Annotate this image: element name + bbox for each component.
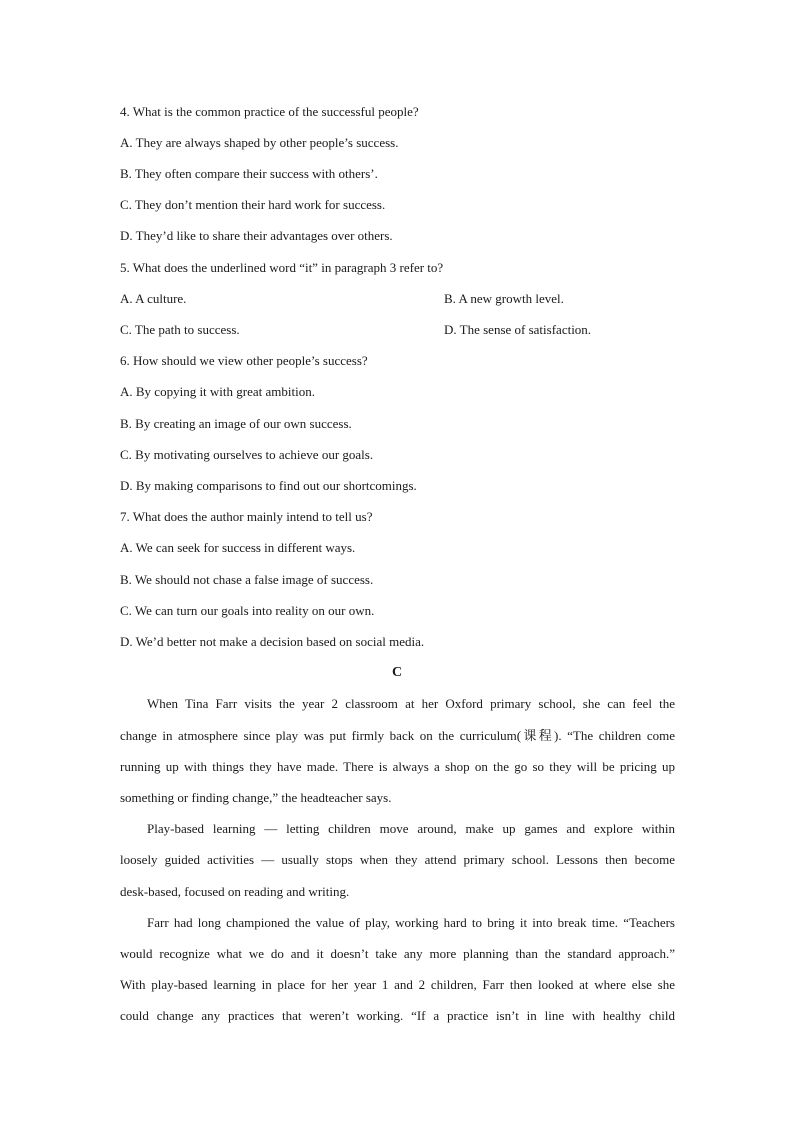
passage-p2-line-1: Play-based learning — letting children move around, make up games and explore within: [147, 821, 675, 836]
section-heading: C: [391, 665, 403, 680]
question-4-option-c: C. They don’t mention their hard work for success.: [120, 197, 386, 212]
passage-p2-line-2: loosely guided activities — usually stops when they attend primary school. Lessons then become: [120, 852, 675, 867]
question-7-option-d: D. We’d better not make a decision based on social media.: [120, 634, 425, 649]
question-5-option-a: A. A culture.: [120, 291, 187, 306]
question-6-option-c: C. By motivating ourselves to achieve our goals.: [120, 447, 374, 462]
question-5-option-c: C. The path to success.: [120, 322, 240, 337]
question-7-stem: 7. What does the author mainly intend to tell us?: [120, 509, 373, 524]
question-7-option-a: A. We can seek for success in different ways.: [120, 540, 356, 555]
question-5-option-b: B. A new growth level.: [444, 291, 564, 306]
passage-p3-line-2: would recognize what we do and it doesn’t take any more planning than the standard approach.”: [120, 946, 675, 961]
question-4-stem: 4. What is the common practice of the successful people?: [120, 104, 419, 119]
passage-p1-line-2: change in atmosphere since play was put firmly back on the curriculum(课程). “The children come: [120, 728, 675, 743]
question-7-option-c: C. We can turn our goals into reality on our own.: [120, 603, 375, 618]
question-4-option-d: D. They’d like to share their advantages over others.: [120, 228, 393, 243]
question-5-stem: 5. What does the underlined word “it” in paragraph 3 refer to?: [120, 260, 444, 275]
question-6-option-a: A. By copying it with great ambition.: [120, 384, 315, 399]
passage-p2-line-3: desk-based, focused on reading and writing.: [120, 884, 350, 899]
question-5-option-d: D. The sense of satisfaction.: [444, 322, 592, 337]
question-6-option-d: D. By making comparisons to find out our shortcomings.: [120, 478, 417, 493]
question-6-option-b: B. By creating an image of our own success.: [120, 416, 352, 431]
passage-p3-line-4: could change any practices that weren’t working. “If a practice isn’t in line with healthy child: [120, 1008, 675, 1023]
question-4-option-a: A. They are always shaped by other people’s success.: [120, 135, 399, 150]
question-4-option-b: B. They often compare their success with others’.: [120, 166, 378, 181]
question-6-stem: 6. How should we view other people’s success?: [120, 353, 368, 368]
passage-p3-line-1: Farr had long championed the value of play, working hard to bring it into break time. “Teachers: [147, 915, 675, 930]
question-7-option-b: B. We should not chase a false image of success.: [120, 572, 374, 587]
passage-p3-line-3: With play-based learning in place for her year 1 and 2 children, Farr then looked at where else she: [120, 977, 675, 992]
passage-p1-line-4: something or finding change,” the headteacher says.: [120, 790, 392, 805]
passage-p1-line-1: When Tina Farr visits the year 2 classroom at her Oxford primary school, she can feel the: [147, 696, 675, 711]
passage-p1-line-3: running up with things they have made. There is always a shop on the go so they will be pricing up: [120, 759, 675, 774]
